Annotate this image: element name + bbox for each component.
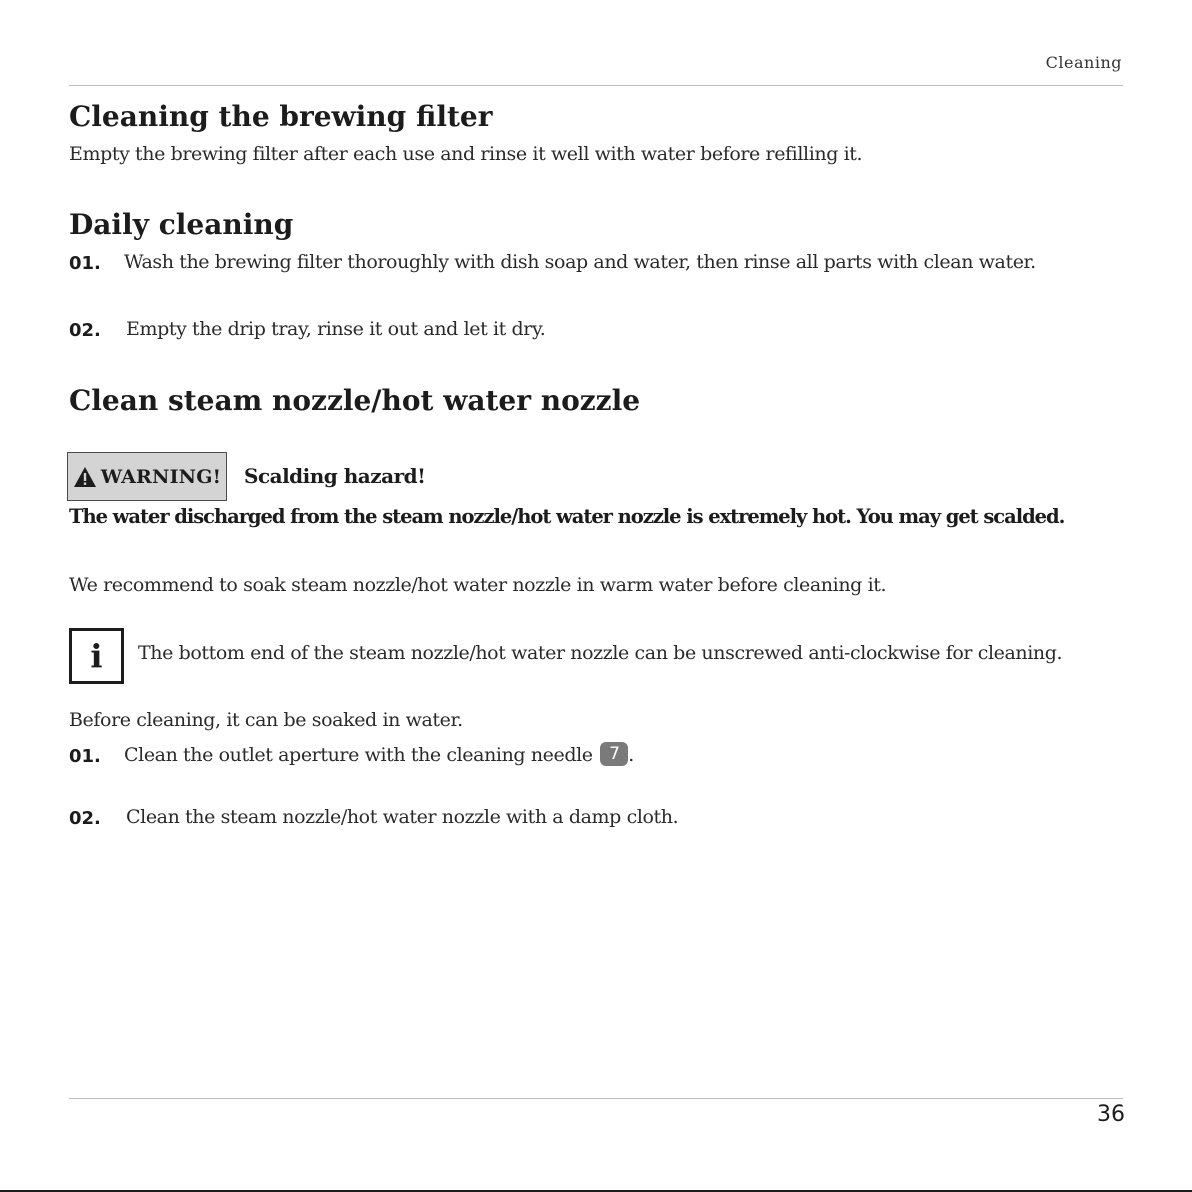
daily-step-1-number: 01. xyxy=(69,253,101,274)
daily-step-2-text: Empty the drip tray, rinse it out and let it dry. xyxy=(126,318,546,340)
nozzle-step-1-suffix: . xyxy=(628,744,634,766)
part-number-badge: 7 xyxy=(600,742,628,766)
soak-recommendation: We recommend to soak steam nozzle/hot water nozzle in warm water before cleaning it. xyxy=(69,574,887,596)
warning-title: Scalding hazard! xyxy=(244,464,426,488)
nozzle-step-2-text: Clean the steam nozzle/hot water nozzle with a damp cloth. xyxy=(126,806,679,828)
brewing-filter-text: Empty the brewing filter after each use and rinse it well with water before refilling it. xyxy=(69,143,863,165)
info-text: The bottom end of the steam nozzle/hot water nozzle can be unscrewed anti-clockwise for cleaning. xyxy=(138,642,1063,664)
daily-step-1-text: Wash the brewing filter thoroughly with dish soap and water, then rinse all parts with clean water. xyxy=(124,251,1036,273)
nozzle-step-1-number: 01. xyxy=(69,746,101,767)
warning-label: WARNING! xyxy=(100,465,222,488)
info-icon xyxy=(69,628,124,684)
daily-step-2-number: 02. xyxy=(69,320,101,341)
steam-nozzle-heading: Clean steam nozzle/hot water nozzle xyxy=(69,384,641,417)
nozzle-step-2-number: 02. xyxy=(69,808,101,829)
footer-divider xyxy=(69,1098,1123,1099)
warning-badge xyxy=(67,452,227,501)
brewing-filter-heading: Cleaning the brewing filter xyxy=(69,100,493,133)
daily-cleaning-heading: Daily cleaning xyxy=(69,208,294,241)
warning-triangle-icon xyxy=(73,466,97,488)
nozzle-intro: Before cleaning, it can be soaked in water. xyxy=(69,709,463,731)
nozzle-step-1 xyxy=(124,744,634,768)
running-header: Cleaning xyxy=(1045,53,1122,72)
info-icon-glyph: i xyxy=(90,637,103,675)
warning-text: The water discharged from the steam nozzle/hot water nozzle is extremely hot. You may get scalded. xyxy=(69,505,1065,528)
page-number: 36 xyxy=(1097,1102,1125,1127)
header-divider xyxy=(69,85,1123,86)
nozzle-step-1-text: Clean the outlet aperture with the cleaning needle xyxy=(124,744,593,766)
